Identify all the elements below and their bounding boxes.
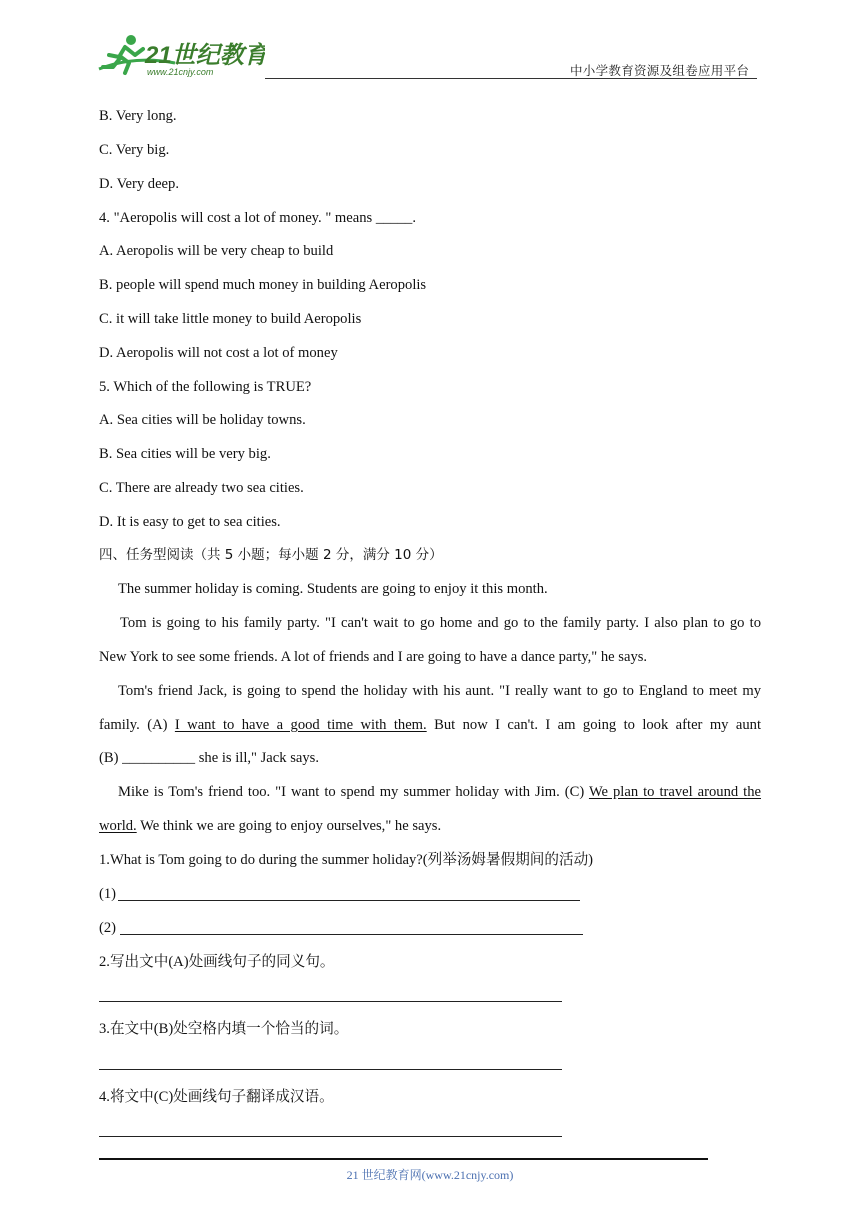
q4-option-d: D. Aeropolis will not cost a lot of money [99,345,338,361]
page-header [0,0,860,90]
runner-logo-icon [95,33,265,79]
task-1-answer-2-field[interactable] [120,934,583,935]
paragraph-4-continuation: We think we are going to enjoy ourselves," he says. [140,818,442,834]
underlined-sentence-a: I want to have a good time with them. [174,717,427,733]
passage-paragraph-2-line-1: Tom is going to his family party. "I can't wait to go home and go to the family party. I also plan to go to [120,615,761,631]
q3-option-d: D. Very deep. [99,176,179,192]
task-3-question: 3.在文中(B)处空格内填一个恰当的词。 [99,1021,349,1037]
passage-paragraph-2-line-2: New York to see some friends. A lot of friends and I are going to have a dance party," he says. [99,649,648,665]
q5-option-d: D. It is easy to get to sea cities. [99,514,281,530]
q4-stem: 4. "Aeropolis will cost a lot of money. " means _____. [99,210,416,226]
q4-option-a: A. Aeropolis will be very cheap to build [99,243,334,259]
q4-option-b: B. people will spend much money in building Aeropolis [99,277,427,293]
passage-paragraph-3-line-2 [99,716,761,734]
q5-stem: 5. Which of the following is TRUE? [99,379,312,395]
task-2-question: 2.写出文中(A)处画线句子的同义句。 [99,954,335,970]
q5-option-a: A. Sea cities will be holiday towns. [99,412,306,428]
paragraph-4-intro: Mike is Tom's friend too. "I want to spend my summer holiday with Jim. (C) [118,784,585,800]
task-1-answer-1-field[interactable] [118,900,580,901]
svg-text:21世纪教育: 21世纪教育 [145,42,265,69]
task-3-answer-field[interactable] [99,1069,562,1070]
task-1-answer-1-label: (1) [99,886,117,902]
underlined-sentence-c-part-2: world. [99,818,137,834]
task-4-question: 4.将文中(C)处画线句子翻译成汉语。 [99,1089,334,1105]
task-1-question: 1.What is Tom going to do during the summer holiday?(列举汤姆暑假期间的活动) [99,852,594,868]
q3-option-c: C. Very big. [99,142,170,158]
header-divider [265,78,757,79]
task-1-answer-2-label: (2) [99,920,117,936]
underlined-sentence-c-part-1: We plan to travel around the [588,784,761,800]
footer-divider [99,1158,708,1160]
platform-name: 中小学教育资源及组卷应用平台 [570,63,750,78]
footer-link[interactable]: 21 世纪教育网(www.21cnjy.com) [346,1168,514,1182]
q5-option-b: B. Sea cities will be very big. [99,446,271,462]
q4-option-c: C. it will take little money to build Aeropolis [99,311,362,327]
passage-paragraph-3-line-3: (B) __________ she is ill," Jack says. [99,750,319,766]
passage-paragraph-3-line-1: Tom's friend Jack, is going to spend the holiday with his aunt. "I really want to go to England to meet my [118,683,761,699]
q3-option-b: B. Very long. [99,108,177,124]
passage-paragraph-4-line-1 [118,783,761,801]
site-logo [95,33,265,79]
paragraph-3-continuation: But now I can't. I am going to look after my aunt [434,717,762,733]
svg-text:www.21cnjy.com: www.21cnjy.com [147,67,214,77]
q5-option-c: C. There are already two sea cities. [99,480,304,496]
passage-paragraph-1: The summer holiday is coming. Students are going to enjoy it this month. [118,581,548,597]
task-4-answer-field[interactable] [99,1136,562,1137]
task-2-answer-field[interactable] [99,1001,562,1002]
passage-paragraph-4-line-2 [99,817,441,835]
section-title: 四、任务型阅读（共 5 小题；每小题 2 分，满分 10 分） [99,547,443,563]
label-a: family. (A) [99,717,168,733]
